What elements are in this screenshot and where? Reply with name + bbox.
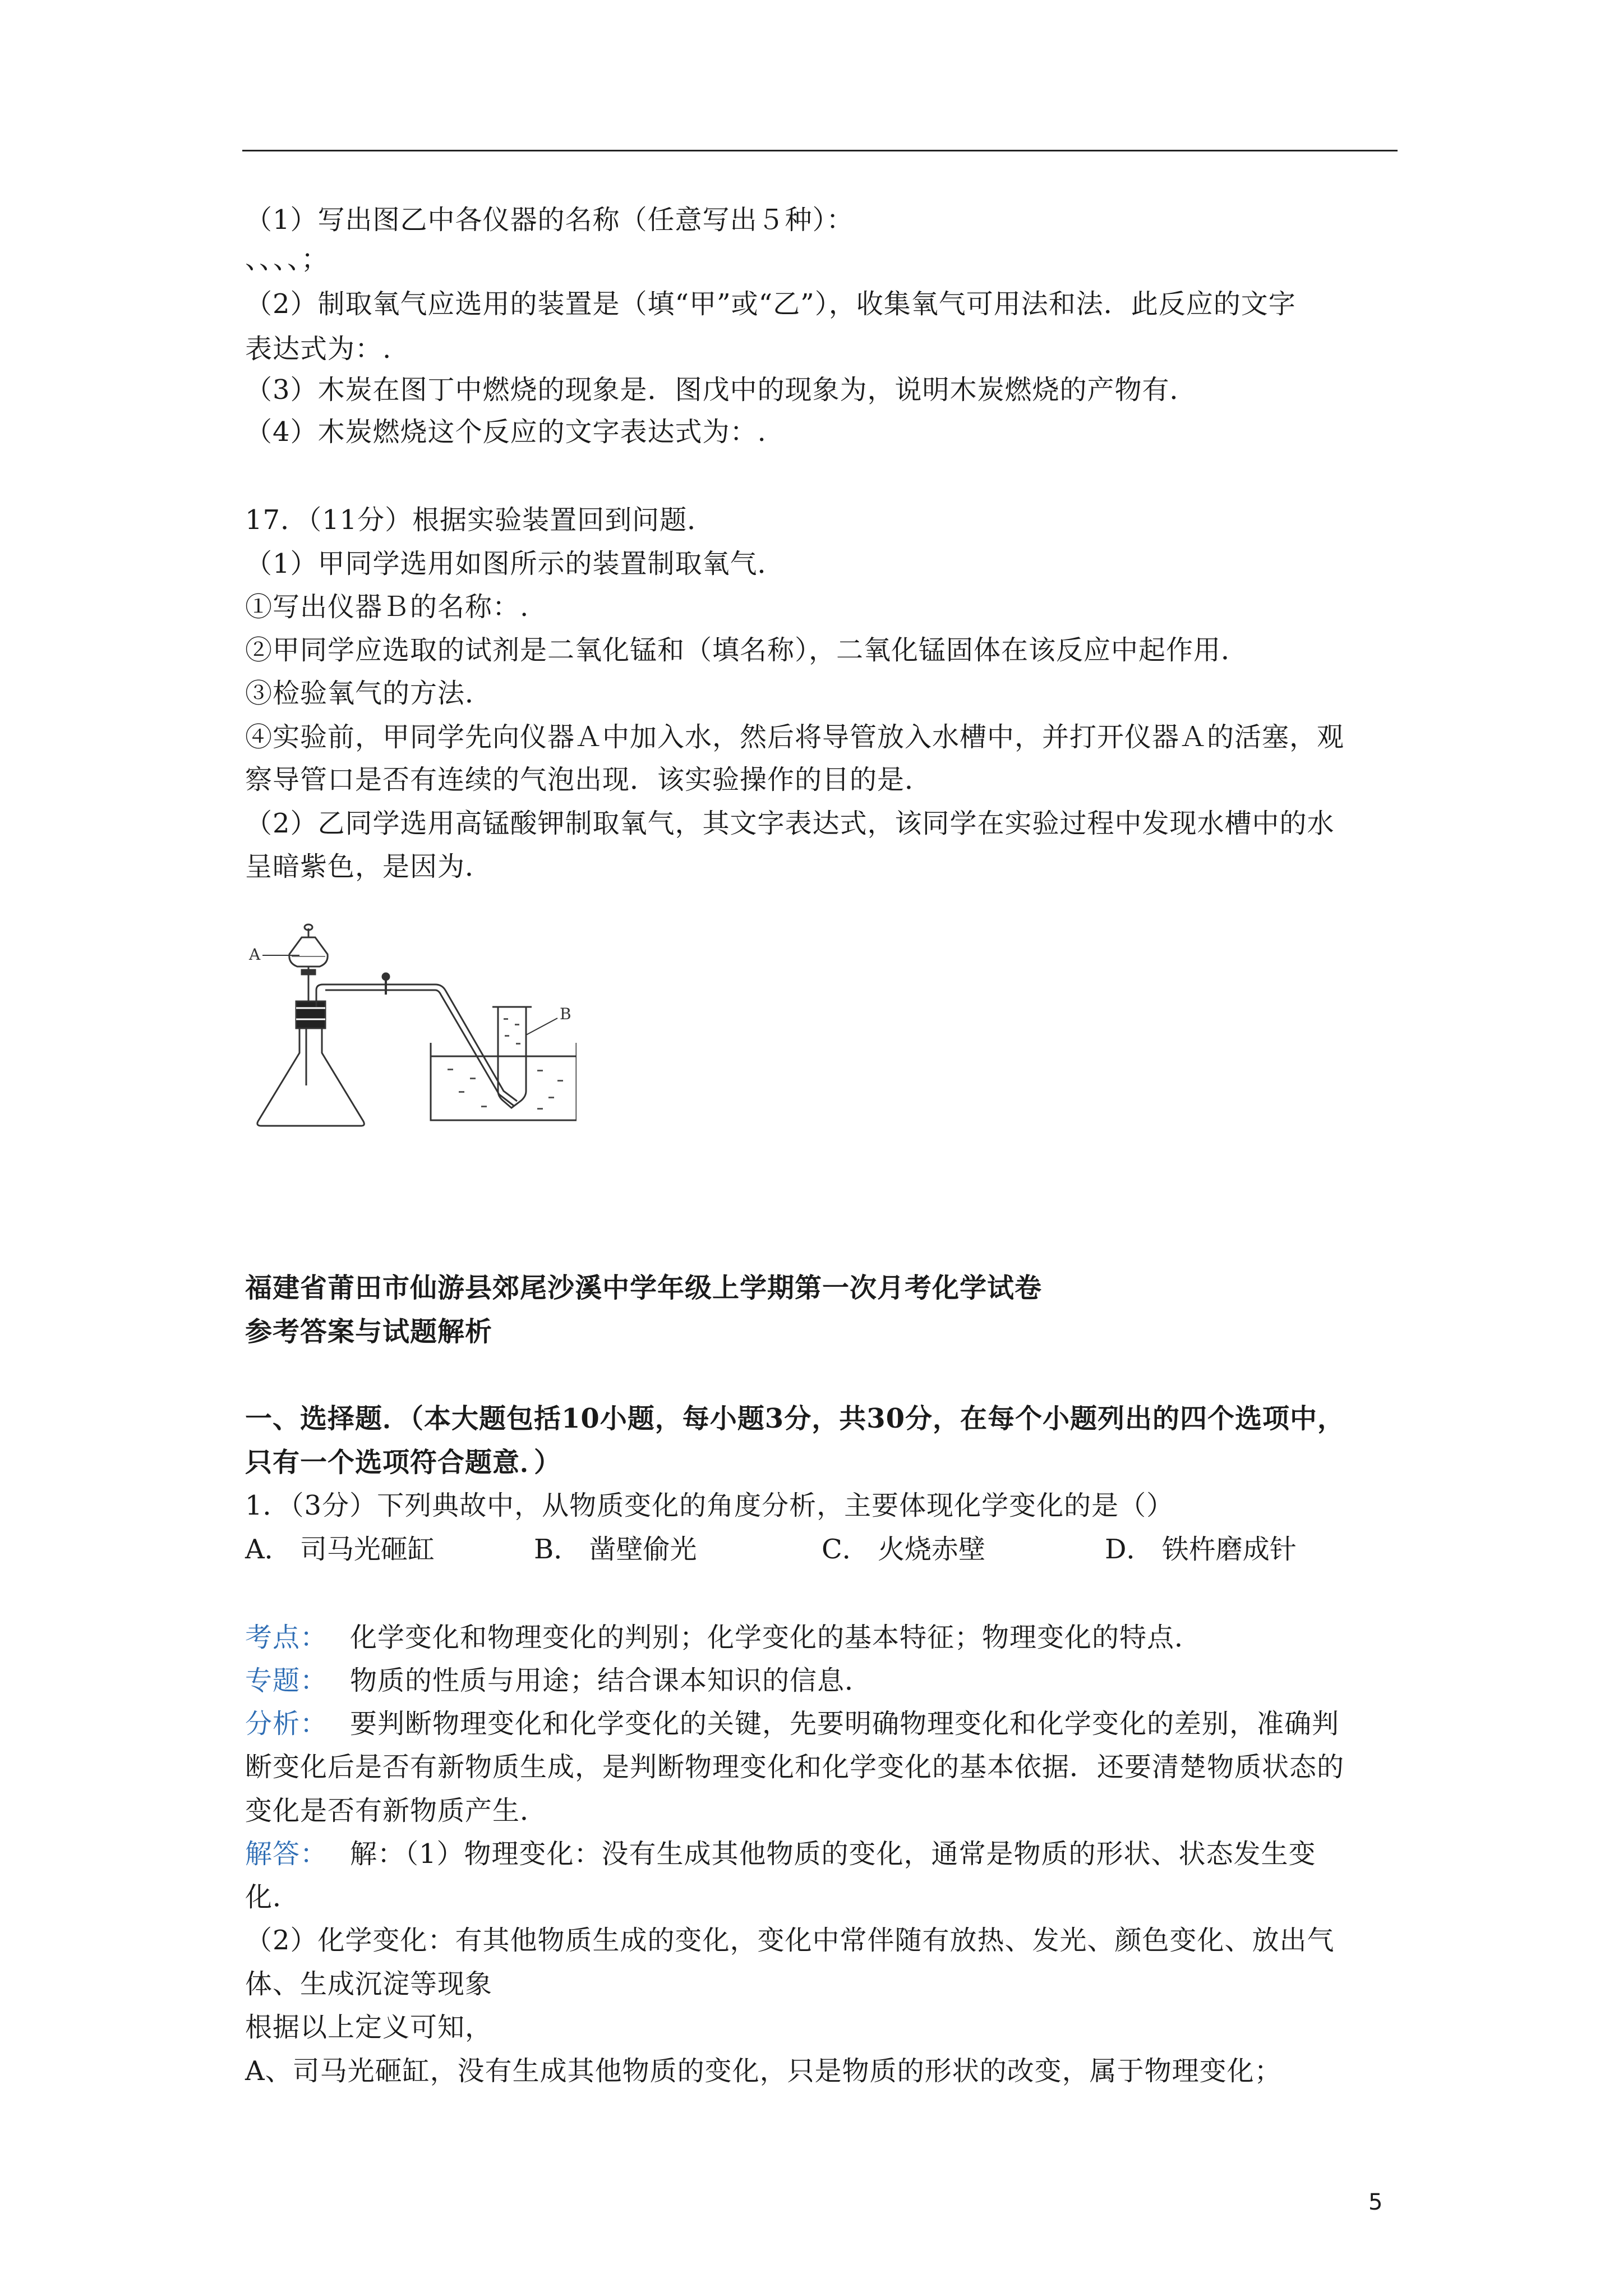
q16-line-1: （1）写出图乙中各仪器的名称（任意写出５种）： [245, 204, 854, 236]
q16-line-4: 表达式为：. [245, 333, 392, 365]
q16-line-5: （3）木炭在图丁中燃烧的现象是．图戊中的现象为，说明木炭燃烧的产物有． [245, 374, 1197, 406]
q17-line-6: ④实验前，甲同学先向仪器Ａ中加入水，然后将导管放入水槽中，并打开仪器Ａ的活塞，观 [245, 721, 1345, 753]
q1-stem: 1．（3分）下列典故中，从物质变化的角度分析，主要体现化学变化的是（） [245, 1490, 1174, 1521]
figure-label-a: A [249, 945, 261, 964]
answer-subtitle: 参考答案与试题解析 [245, 1316, 493, 1347]
kaodian-label: 考点： [245, 1622, 328, 1653]
fenxi-line-1: 要判断物理变化和化学变化的关键，先要明确物理变化和化学变化的差别，准确判 [350, 1708, 1340, 1740]
jieda-line-4: 体、生成沉淀等现象 [245, 1968, 493, 2000]
header-rule [242, 150, 1398, 151]
q16-line-6: （4）木炭燃烧这个反应的文字表达式为：. [245, 416, 767, 448]
q17-line-7: 察导管口是否有连续的气泡出现．该实验操作的目的是． [245, 764, 933, 795]
figure-label-b: B [560, 1005, 571, 1023]
q1-option-d: D． 铁杵磨成针 [1105, 1534, 1297, 1565]
q17-line-5: ③检验氧气的方法． [245, 678, 493, 709]
q16-line-3: （2）制取氧气应选用的装置是（填“甲”或“乙”），收集氧气可用法和法．此反应的文字 [245, 288, 1296, 320]
answer-title: 福建省莆田市仙游县郊尾沙溪中学年级上学期第一次月考化学试卷 [245, 1272, 1043, 1304]
jieda-line-6: A、司马光砸缸，没有生成其他物质的变化，只是物质的形状的改变，属于物理变化； [245, 2055, 1282, 2087]
fenxi-line-3: 变化是否有新物质产生． [245, 1795, 548, 1826]
kaodian-text: 化学变化和物理变化的判别；化学变化的基本特征；物理变化的特点． [350, 1622, 1202, 1653]
page-number: 5 [1368, 2189, 1383, 2215]
zhuanti-text: 物质的性质与用途；结合课本知识的信息． [350, 1665, 873, 1696]
jieda-line-5: 根据以上定义可知， [245, 2012, 493, 2043]
q17-line-2: （1）甲同学选用如图所示的装置制取氧气． [245, 548, 785, 579]
jieda-line-2: 化． [245, 1881, 301, 1913]
jieda-label: 解答： [245, 1838, 328, 1870]
q1-option-a: A． 司马光砸缸 [245, 1534, 435, 1565]
apparatus-figure [246, 923, 577, 1136]
q17-line-8: （2）乙同学选用高锰酸钾制取氧气，其文字表达式，该同学在实验过程中发现水槽中的水 [245, 808, 1335, 839]
q1-option-b: B． 凿壁偷光 [534, 1534, 697, 1565]
zhuanti-label: 专题： [245, 1665, 328, 1696]
fenxi-row [245, 1706, 1339, 1742]
jieda-line-3: （2）化学变化：有其他物质生成的变化，变化中常伴随有放热、发光、颜色变化、放出气 [245, 1925, 1335, 1956]
q16-line-2: 、、、、； [245, 243, 329, 275]
jieda-row [245, 1836, 1316, 1872]
section1-line-1: 一、选择题．（本大题包括10小题，每小题3分，共30分，在每个小题列出的四个选项中， [245, 1403, 1345, 1434]
fenxi-line-2: 断变化后是否有新物质生成，是判断物理变化和化学变化的基本依据．还要清楚物质状态的 [245, 1751, 1345, 1783]
q17-line-9: 呈暗紫色，是因为． [245, 851, 493, 882]
section1-line-2: 只有一个选项符合题意．） [245, 1447, 562, 1478]
q17-line-4: ②甲同学应选取的试剂是二氧化锰和（填名称），二氧化锰固体在该反应中起作用． [245, 634, 1249, 666]
zhuanti-row [245, 1663, 872, 1699]
jieda-line-1: 解：（1）物理变化：没有生成其他物质的变化，通常是物质的形状、状态发生变 [350, 1838, 1316, 1870]
q1-option-c: C． 火烧赤壁 [822, 1534, 985, 1565]
fenxi-label: 分析： [245, 1708, 328, 1740]
q17-line-3: ①写出仪器Ｂ的名称：. [245, 591, 529, 623]
q17-line-1: 17．（11分）根据实验装置回到问题． [245, 504, 715, 536]
kaodian-row [245, 1619, 1202, 1655]
